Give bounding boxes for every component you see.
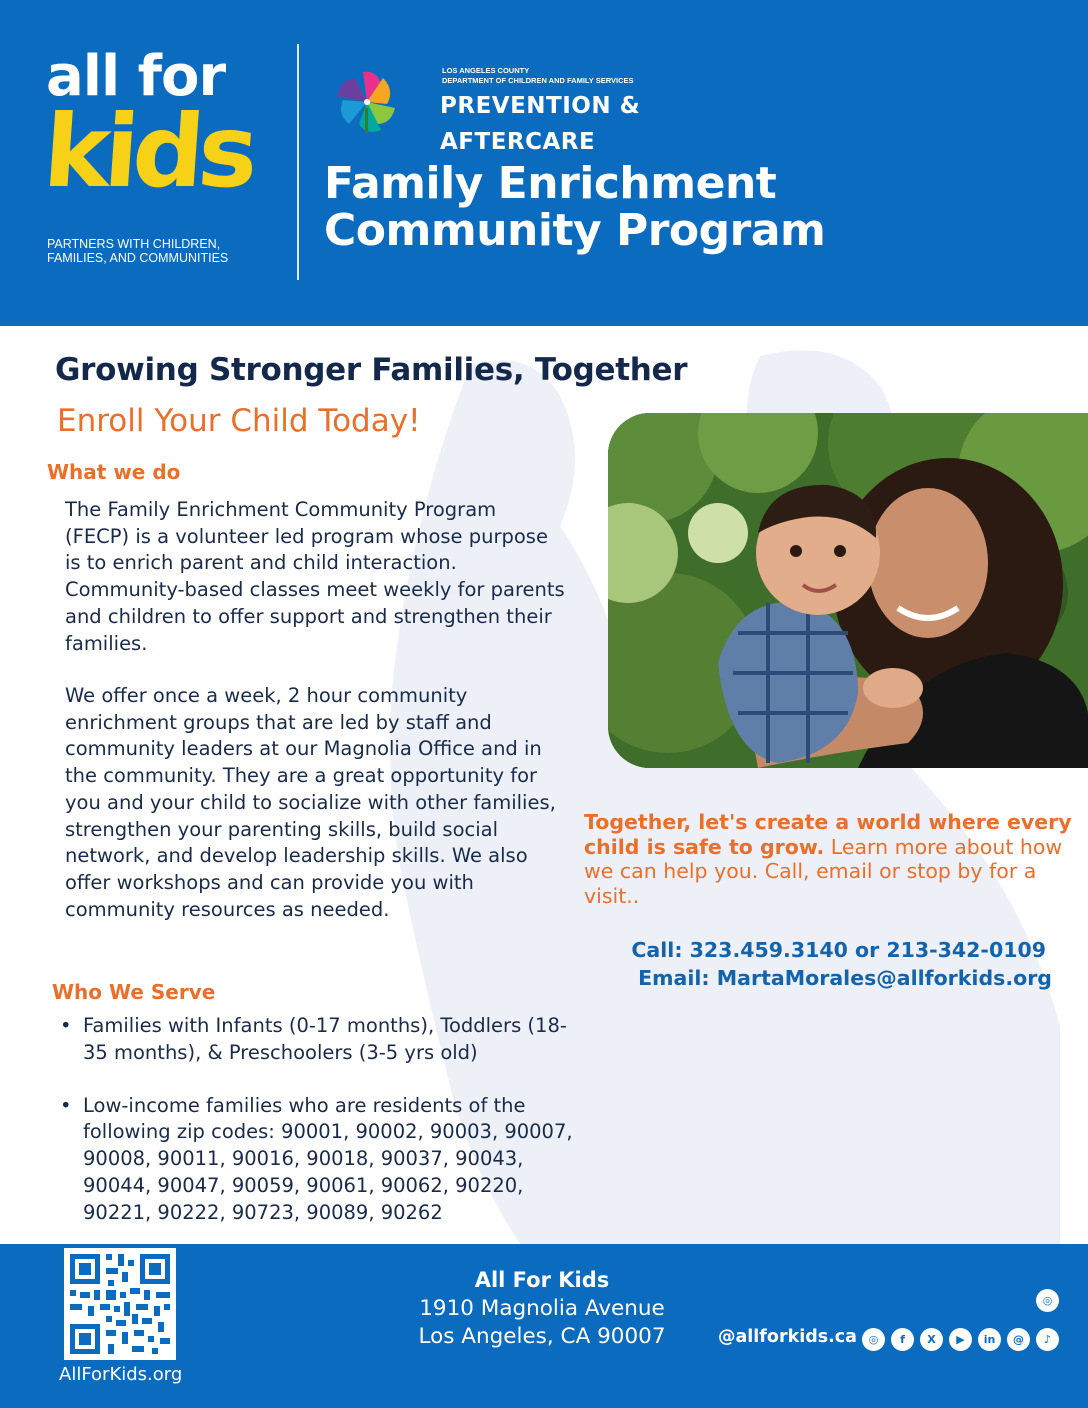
list-item: • Low-income families who are residents of the following zip codes: 90001, 90002, 90003, 90007, 90008, 90011, 90016, 90018, 90037, 90043, 90044, 90047, 90059, 90061, 90062, 90220, 90221, 90222, 90723, 90089, 90262 — [60, 1093, 590, 1227]
threads-icon[interactable]: @ — [1007, 1328, 1030, 1351]
email-address[interactable]: Email: MartaMorales@allforkids.org — [638, 966, 1052, 990]
pinwheel-icon — [333, 68, 401, 136]
logo-kids: kids — [39, 93, 257, 210]
department-name — [442, 66, 634, 86]
callout-rest: Learn more about how we can help you. Call, email or stop by for a visit.. — [584, 834, 1063, 908]
instagram-icon[interactable]: ◎ — [862, 1328, 885, 1351]
header-divider — [297, 44, 299, 280]
list-item: • Families with Infants (0-17 months), Toddlers (18-35 months), & Preschoolers (3-5 yrs old) — [60, 1013, 590, 1067]
linkedin-icon[interactable]: in — [978, 1328, 1001, 1351]
website-link[interactable]: AllForKids.org — [59, 1364, 183, 1385]
callout-text — [584, 810, 1074, 908]
footer-address — [392, 1266, 692, 1351]
qr-code-icon[interactable] — [64, 1248, 176, 1360]
youtube-icon[interactable]: ▶ — [949, 1328, 972, 1351]
logo-all-for: all for — [46, 44, 226, 109]
instagram-icon[interactable]: ◎ — [1036, 1289, 1059, 1312]
address-line-1: 1910 Magnolia Avenue — [419, 1296, 665, 1321]
logo-tagline-line: PARTNERS WITH CHILDREN, — [47, 237, 221, 251]
tiktok-icon[interactable]: ♪ — [1036, 1328, 1059, 1351]
logo-tagline-line: FAMILIES, AND COMMUNITIES — [47, 251, 229, 265]
who-we-serve-heading: Who We Serve — [52, 980, 216, 1004]
prevention-aftercare-title — [440, 88, 640, 160]
program-title-line: Family Enrichment — [324, 158, 777, 209]
prevention-line: AFTERCARE — [440, 129, 596, 155]
program-title-line: Community Program — [324, 205, 826, 256]
department-line: LOS ANGELES COUNTY — [442, 66, 530, 75]
facebook-icon[interactable]: f — [891, 1328, 914, 1351]
phone-numbers[interactable]: Call: 323.459.3140 or 213-342-0109 — [631, 938, 1046, 962]
address-line-2: Los Angeles, CA 90007 — [418, 1324, 666, 1349]
logo-tagline — [47, 237, 267, 265]
social-icons — [862, 1328, 1059, 1351]
x-icon[interactable]: X — [920, 1328, 943, 1351]
mother-and-baby-photo — [608, 413, 1088, 768]
what-we-do-paragraph: The Family Enrichment Community Program (FECP) is a volunteer led program whose purpose is to enrich parent and child interaction. Community-based classes meet weekly for parents and children to offer support and strengthen their families. — [65, 498, 565, 655]
what-we-do-paragraph-2: We offer once a week, 2 hour community enrichment groups that are led by staff and community leaders at our Magnolia Office and in the community. They are a great opportunity for you and your child to socialize with other families, strengthen your parenting skills, build social network, and develop leadership skills. We also offer workshops and can provide you with community resources as needed. — [65, 684, 556, 921]
prevention-line: PREVENTION & — [440, 93, 641, 119]
who-we-serve-list — [60, 1013, 590, 1253]
enroll-subheadline: Enroll Your Child Today! — [57, 403, 421, 439]
program-title — [324, 160, 825, 254]
social-handle[interactable]: @allforkids.ca — [718, 1327, 857, 1347]
headline: Growing Stronger Families, Together — [55, 352, 688, 388]
callout-bold: Together, let's create a world where every child is safe to grow. — [584, 810, 1072, 859]
department-line: DEPARTMENT OF CHILDREN AND FAMILY SERVICES — [442, 76, 634, 85]
org-name: All For Kids — [474, 1268, 610, 1292]
what-we-do-heading: What we do — [47, 460, 181, 484]
